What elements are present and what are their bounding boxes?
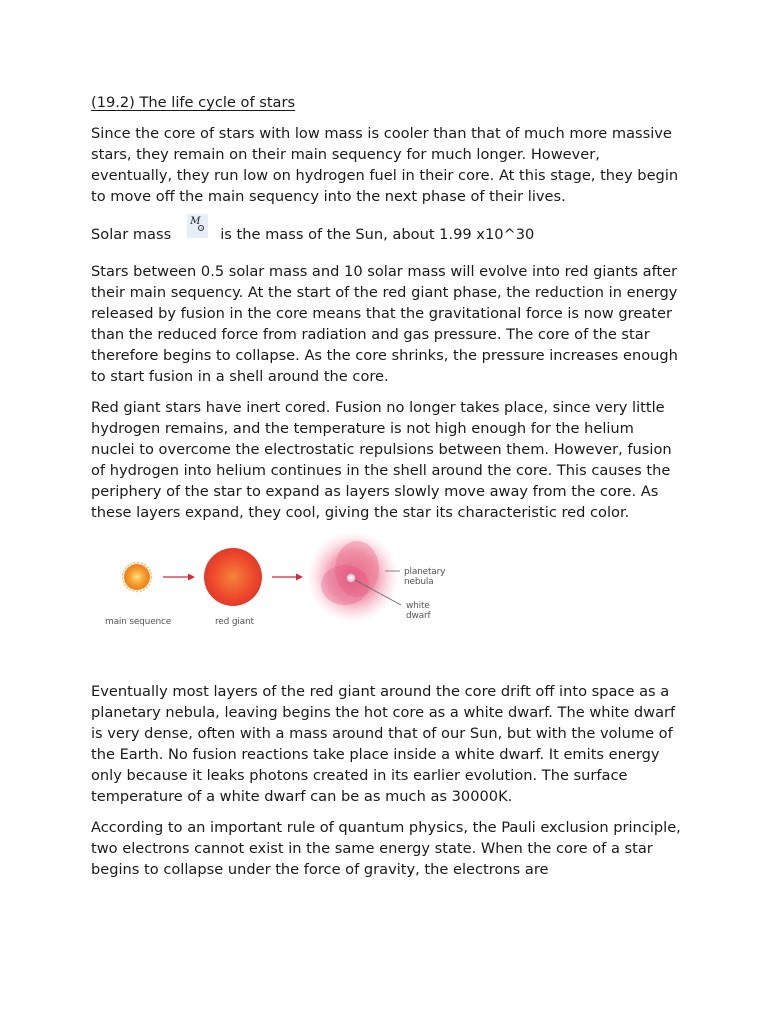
- document-page: [91, 92, 681, 890]
- solar-mass-symbol-letter: M: [190, 216, 201, 227]
- paragraph-red-giant-phase: Stars between 0.5 solar mass and 10 solar mass will evolve into red giants after their main sequency. At the start of the red giant phase, the reduction in energy released by fusion in the core means that the gravitational force is now greater than the reduced force from radiation and gas pressure. The core of the star therefore begins to collapse. As the core shrinks, the pressure increases enough to start fusion in a shell around the core.: [91, 263, 678, 385]
- paragraph-inert-core: Red giant stars have inert cored. Fusion no longer takes place, since very little hydrogen remains, and the temperature is not high enough for the helium nuclei to overcome the electrostatic repulsions between them. However, fusion of hydrogen into helium continues in the shell around the core. This causes the periphery of the star to expand as layers slowly move away from the core. As these layers expand, they cool, giving the star its characteristic red color.: [91, 399, 672, 521]
- solar-mass-label: Solar mass: [91, 225, 172, 243]
- arrow-to-red-giant-icon: [163, 574, 195, 581]
- sun-symbol-icon: [198, 225, 204, 231]
- solar-mass-symbol-icon: [187, 214, 208, 238]
- stellar-evolution-figure: [91, 533, 681, 673]
- main-sequence-star-icon: [123, 563, 152, 592]
- label-white: white: [406, 601, 430, 611]
- solar-mass-definition: [91, 217, 681, 251]
- label-planetary: planetary: [404, 567, 446, 577]
- label-nebula: nebula: [404, 577, 434, 587]
- red-giant-star-icon: [204, 548, 262, 606]
- paragraph-main-sequence: Since the core of stars with low mass is cooler than that of much more massive stars, they remain on their main sequency for much longer. However, eventually, they run low on hydrogen fuel in their core. At this stage, they begin to move off the main sequency into the next phase of their lives.: [91, 125, 679, 205]
- solar-mass-text: is the mass of the Sun, about 1.99 x10^30: [220, 225, 535, 243]
- label-red-giant: red giant: [215, 617, 254, 627]
- arrow-to-planetary-nebula-icon: [272, 574, 303, 581]
- section-heading: (19.2) The life cycle of stars: [91, 94, 296, 111]
- paragraph-pauli-exclusion: According to an important rule of quantum physics, the Pauli exclusion principle, two electrons cannot exist in the same energy state. When the core of a star begins to collapse under the force of gravity, the electrons are: [91, 819, 681, 878]
- paragraph-white-dwarf: Eventually most layers of the red giant around the core drift off into space as a planetary nebula, leaving begins the hot core as a white dwarf. The white dwarf is very dense, often with a mass around that of our Sun, but with the volume of the Earth. No fusion reactions take place inside a white dwarf. It emits energy only because it leaks photons created in its earlier evolution. The surface temperature of a white dwarf can be as much as 30000K.: [91, 683, 676, 805]
- white-dwarf-icon: [347, 574, 356, 583]
- label-dwarf: dwarf: [406, 611, 431, 621]
- stellar-evolution-diagram: [91, 533, 681, 673]
- label-main-sequence: main sequence: [105, 617, 172, 627]
